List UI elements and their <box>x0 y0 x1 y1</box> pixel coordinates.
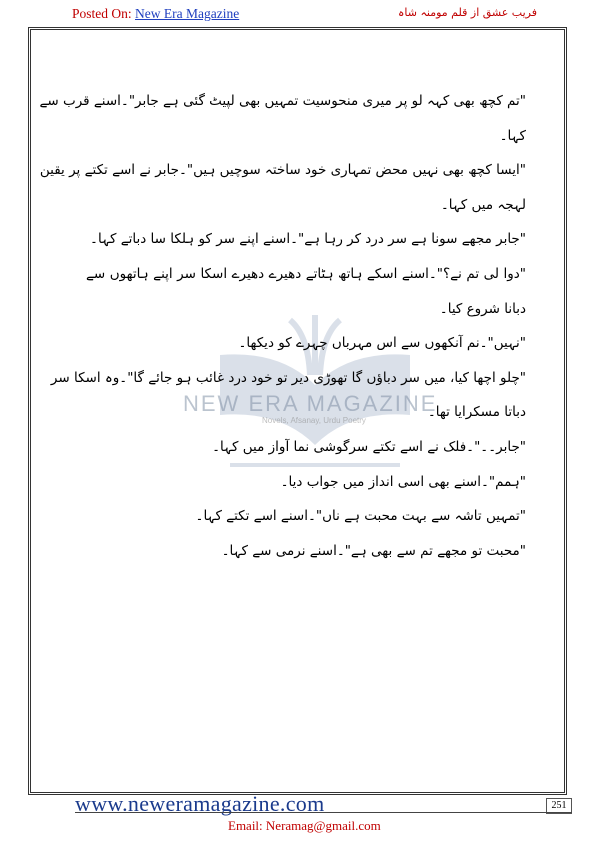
text-line: "تمہیں تاشہ سے بہت محبت ہے ناں"۔اسنے اسے تکتے کہا۔ <box>195 508 526 525</box>
posted-on-label <box>72 6 239 22</box>
text-line: لہجہ میں کہا۔ <box>440 196 526 213</box>
text-line: دباتا مسکرایا تھا۔ <box>427 404 526 421</box>
watermark-text: NEW ERA MAGAZINE <box>183 391 438 416</box>
text-line: "دوا لی تم نے؟"۔اسنے اسکے ہاتھ ہٹاتے دھیرے دھیرے اسکا سر اپنے ہاتھوں سے <box>86 265 526 282</box>
text-line: "ہمم"۔اسنے بھی اسی انداز میں جواب دیا۔ <box>280 473 526 490</box>
page-number: 251 <box>546 798 572 814</box>
text-line: "محبت تو مجھے تم سے بھی ہے"۔اسنے نرمی سے کہا۔ <box>221 542 526 559</box>
text-line: "تم کچھ بھی کہہ لو پر میری منحوسیت تمہیں بھی لپیٹ گئی ہے جابر"۔اسنے قرب سے <box>39 93 526 109</box>
page-header <box>0 0 595 26</box>
text-line: "چلو اچھا کیا، میں سر دباؤں گا تھوڑی دیر تو خود درد غائب ہو جائے گا"۔وہ اسکا سر <box>50 369 526 386</box>
text-line: "ایسا کچھ بھی نہیں محض تمہاری خود ساختہ سوچیں ہیں"۔جابر نے اسے تکتے پر یقین <box>39 162 526 179</box>
footer-divider <box>75 812 572 813</box>
website-link[interactable]: www.neweramagazine.com <box>75 791 325 816</box>
novel-title: فریب عشق از قلم مومنہ شاہ <box>397 6 537 19</box>
text-line: دبانا شروع کیا۔ <box>439 300 526 317</box>
text-line: "جابر مجھے سونا ہے سر درد کر رہا ہے"۔اسنے اپنے سر کو ہلکا سا دباتے کہا۔ <box>90 231 526 248</box>
text-line: "جابر۔۔"۔فلک نے اسے تکتے سرگوشی نما آواز میں کہا۔ <box>212 438 526 455</box>
posted-label-text: Posted On: <box>72 6 132 21</box>
text-line: کہا۔ <box>499 127 526 144</box>
story-text <box>39 84 526 568</box>
footer-email: Email: Neramag@gmail.com <box>228 818 381 833</box>
magazine-link[interactable]: New Era Magazine <box>135 6 240 21</box>
text-line: "نہیں"۔نم آنکھوں سے اس مہرباں چہرے کو دیکھا۔ <box>238 335 526 352</box>
watermark-subtext: Novels, Afsanay, Urdu Poetry <box>262 416 366 425</box>
